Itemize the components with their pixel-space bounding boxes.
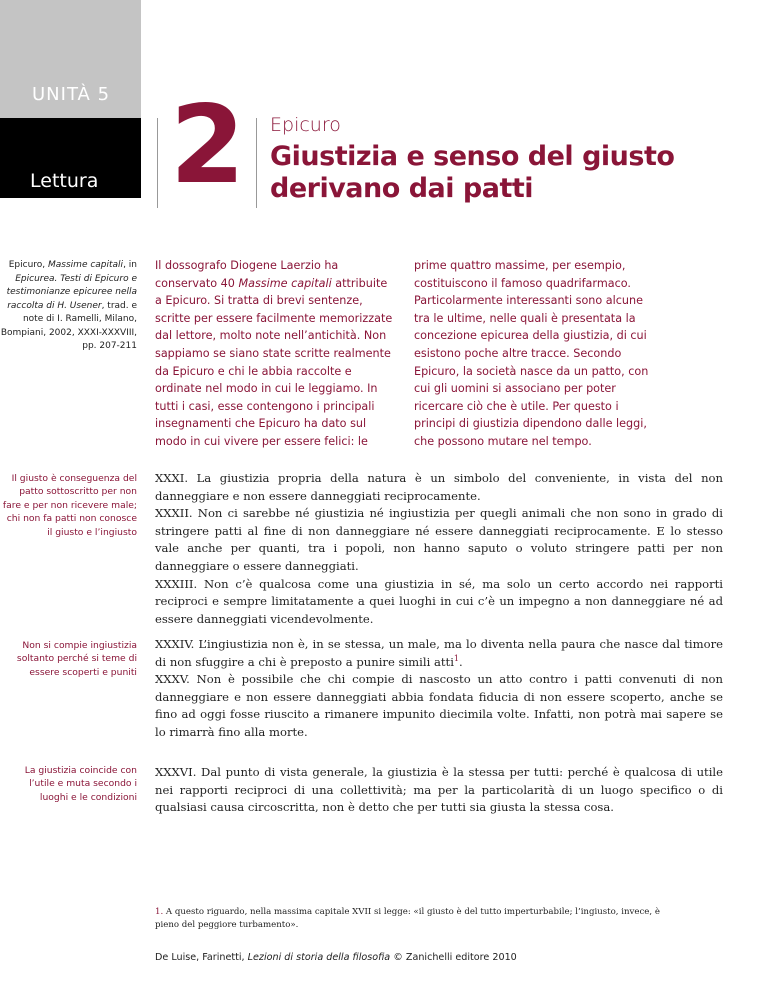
footnote-ref[interactable]: 1 [453, 653, 460, 663]
footnote-text: A questo riguardo, nella massima capitale XVII si legge: «il giusto è del tutto imperturbabile; l’ingiusto, invece, è pieno del peggiore turbamento». [155, 907, 660, 930]
unit-label: UNITÀ 5 [32, 84, 111, 105]
side-note-1: Il giusto è conseguenza del patto sottoscritto per non fare e per non ricevere male; chi non fa patti non conosce il giusto e l’ingiusto [2, 473, 137, 538]
reading-title: Giustizia e senso del giusto derivano dai patti [270, 141, 675, 204]
maxims-block-3 [155, 764, 723, 817]
reading-author: Epicuro [270, 114, 341, 136]
side-note-3: La giustizia coincide con l’utile e muta secondo i luoghi e le condizioni [24, 765, 137, 803]
intro-column-1: Il dossografo Diogene Laerzio ha conservato 40 Massime capitali attribuite a Epicuro. Si tratta di brevi sentenze, scritte per essere facilmente memorizzate dal lettore, molto note nell’antichità. Non sappiamo se siano state scritte realmente da Epicuro e chi le abbia raccolte e ordinate nel modo in cui le leggiamo. In tutti i casi, esse contengono i principali insegnamenti che Epicuro ha dato sul modo in cui vivere per essere felici: le [155, 259, 393, 448]
source-reference: Epicuro, Massime capitali, in Epicurea. Testi di Epicuro e testimonianze epicuree nella raccolta di H. Usener, trad. e note di I. Ramelli, Milano, Bompiani, 2002, XXXI-XXXVIII, pp. 207-211 [0, 260, 137, 351]
maxims-block-2 [155, 636, 723, 742]
section-label: Lettura [30, 170, 99, 192]
footnote [155, 906, 675, 932]
maxim-xxxiv: XXXIV. L’ingiustizia non è, in se stessa, un male, ma lo diventa nella paura che nasce dal timore di non sfuggire a chi è preposto a punire simili atti$^1$. [155, 637, 723, 669]
reading-number: 2 [170, 83, 242, 208]
maxims-block-1 [155, 470, 723, 628]
header-divider-right [256, 118, 257, 208]
footnote-number: 1. [155, 907, 164, 917]
publisher-credit: De Luise, Farinetti, Lezioni di storia della filosofia © Zanichelli editore 2010 [155, 952, 517, 963]
maxim-xxxvi: XXXVI. Dal punto di vista generale, la giustizia è la stessa per tutti: perché è qualcosa di utile nei rapporti reciproci di una collettività; ma per la particolarità di un luogo specifico o di qualsiasi causa circoscritta, non è detto che per tutti sia giusta la stessa cosa. [155, 765, 723, 815]
side-note-2: Non si compie ingiustizia soltanto perché si teme di essere scoperti e puniti [16, 640, 137, 678]
intro-column-2: prime quattro massime, per esempio, costituiscono il famoso quadrifarmaco. Particolarmente interessanti sono alcune tra le ultime, nelle quali è presentata la concezione epicurea della giustizia, di cui esistono poche altre tracce. Secondo Epicuro, la società nasce da un patto, con cui gli uomini si associano per poter ricercare ciò che è utile. Per questo i principi di giustizia dipendono dalle leggi, che possono mutare nel tempo. [414, 259, 649, 448]
maxim-xxxiii: XXXIII. Non c’è qualcosa come una giustizia in sé, ma solo un certo accordo nei rapporti reciproci e sempre limitatamente a quei luoghi in cui c’è un impegno a non danneggiare né ad essere danneggiati vicendevolmente. [155, 576, 723, 626]
maxim-xxxv: XXXV. Non è possibile che chi compie di nascosto un atto contro i patti convenuti di non danneggiare e non essere danneggiati abbia fondata fiducia di non essere scoperto, anche se fino ad oggi fosse riuscito a rimanere impunito diecimila volte. Infatti, non potrà mai sapere se lo rimarrà fino alla morte. [155, 672, 723, 739]
maxim-xxxi: XXXI. La giustizia propria della natura è un simbolo del conveniente, in vista del non danneggiare e non essere danneggiati reciprocamente. [155, 471, 723, 503]
header-divider-left [157, 118, 158, 208]
maxim-xxxii: XXXII. Non ci sarebbe né giustizia né ingiustizia per quegli animali che non sono in grado di stringere patti al fine di non danneggiare né essere danneggiati reciprocamente. E lo stesso vale anche per quanti, tra i popoli, non hanno saputo o voluto stringere patti per non danneggiare o essere danneggiati. [155, 506, 723, 573]
